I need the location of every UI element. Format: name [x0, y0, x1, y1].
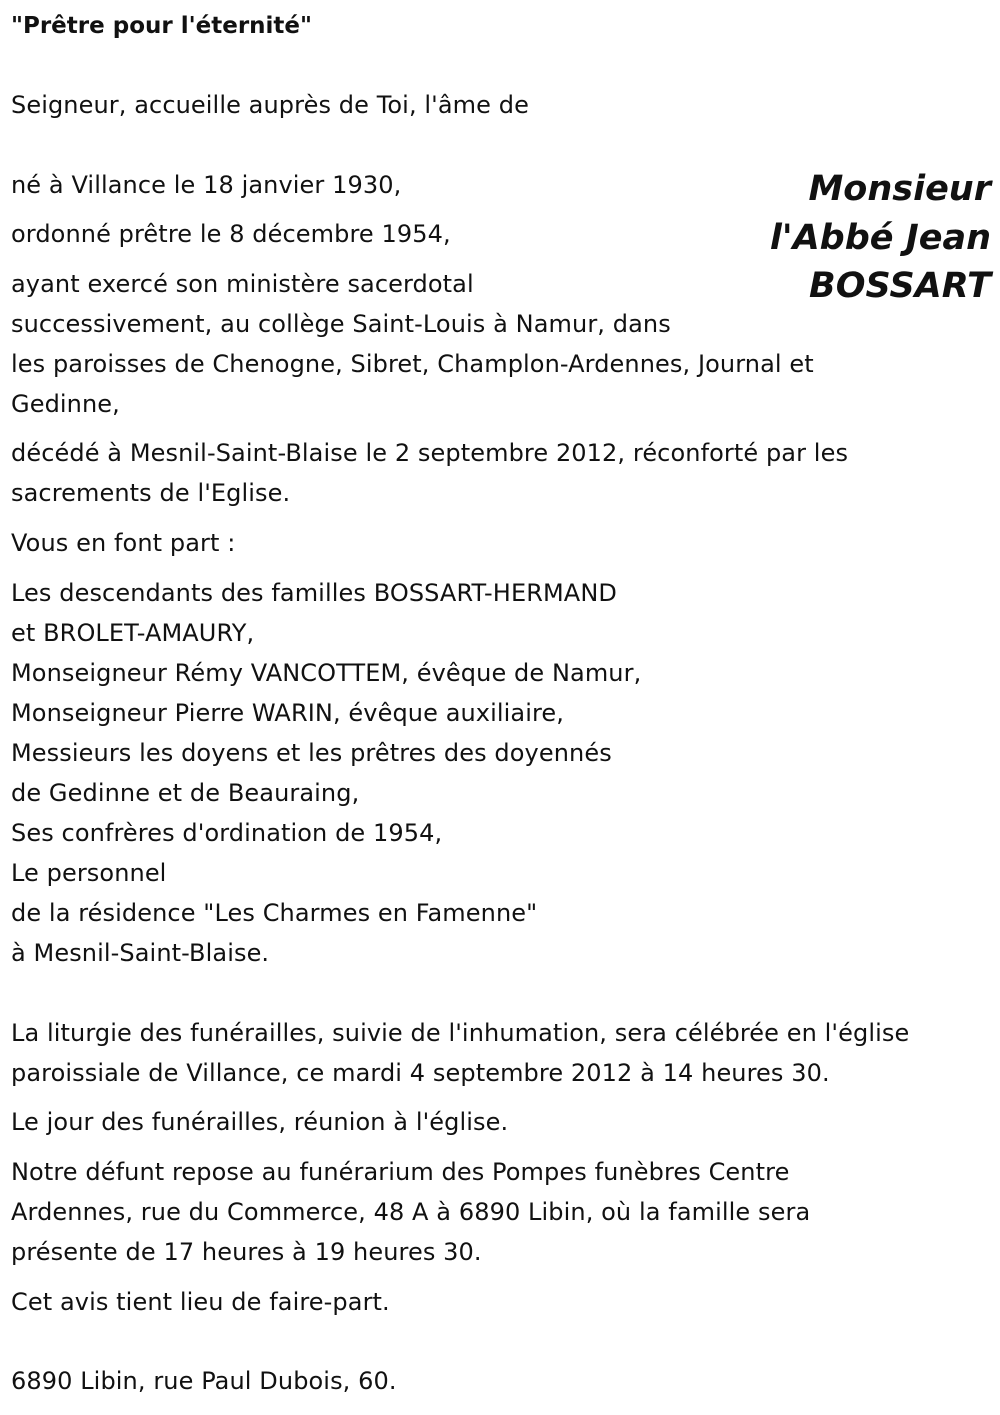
deceased-name: [770, 165, 991, 311]
ministry-text-1: ayant exercé son ministère sacerdotal: [11, 270, 474, 298]
family-line-5: Messieurs les doyens et les prêtres des doyennés: [11, 739, 612, 767]
birth-text: né à Villance le 18 janvier 1930,: [11, 171, 402, 199]
notice-text: Cet avis tient lieu de faire-part.: [11, 1288, 390, 1316]
family-line-9: de la résidence "Les Charmes en Famenne": [11, 899, 538, 927]
family-line-1: Les descendants des familles BOSSART-HERMAND: [11, 579, 617, 607]
liturgy-text-2: paroissiale de Villance, ce mardi 4 septembre 2012 à 14 heures 30.: [11, 1059, 830, 1087]
ministry-text-2: successivement, au collège Saint-Louis à Namur, dans: [11, 310, 671, 338]
family-line-8: Le personnel: [11, 859, 167, 887]
ministry-text-3: les paroisses de Chenogne, Sibret, Champlon-Ardennes, Journal et: [11, 350, 814, 378]
death-text-2: sacrements de l'Eglise.: [11, 479, 291, 507]
family-line-7: Ses confrères d'ordination de 1954,: [11, 819, 443, 847]
meeting-text: Le jour des funérailles, réunion à l'église.: [11, 1108, 509, 1136]
notice-title: "Prêtre pour l'éternité": [11, 13, 313, 39]
funerarium-text-1: Notre défunt repose au funérarium des Pompes funèbres Centre: [11, 1158, 790, 1186]
deceased-name-line-2: l'Abbé Jean: [769, 217, 991, 258]
death-text-1: décédé à Mesnil-Saint-Blaise le 2 septembre 2012, réconforté par les: [11, 439, 849, 467]
announce-text: Vous en font part :: [11, 529, 236, 557]
family-line-2: et BROLET-AMAURY,: [11, 619, 255, 647]
deceased-name-line-3: BOSSART: [809, 266, 991, 306]
family-line-4: Monseigneur Pierre WARIN, évêque auxiliaire,: [11, 699, 565, 727]
deceased-name-line-1: Monsieur: [808, 169, 991, 209]
family-line-6: de Gedinne et de Beauraing,: [11, 779, 360, 807]
ordination-text: ordonné prêtre le 8 décembre 1954,: [11, 220, 451, 248]
funerarium-text-3: présente de 17 heures à 19 heures 30.: [11, 1238, 482, 1266]
family-line-3: Monseigneur Rémy VANCOTTEM, évêque de Namur,: [11, 659, 642, 687]
family-line-10: à Mesnil-Saint-Blaise.: [11, 939, 270, 967]
liturgy-text-1: La liturgie des funérailles, suivie de l'inhumation, sera célébrée en l'église: [11, 1019, 910, 1047]
address-text: 6890 Libin, rue Paul Dubois, 60.: [11, 1367, 397, 1395]
funerarium-text-2: Ardennes, rue du Commerce, 48 A à 6890 Libin, où la famille sera: [11, 1198, 811, 1226]
intro-text: Seigneur, accueille auprès de Toi, l'âme de: [11, 91, 529, 119]
ministry-text-4: Gedinne,: [11, 390, 120, 418]
